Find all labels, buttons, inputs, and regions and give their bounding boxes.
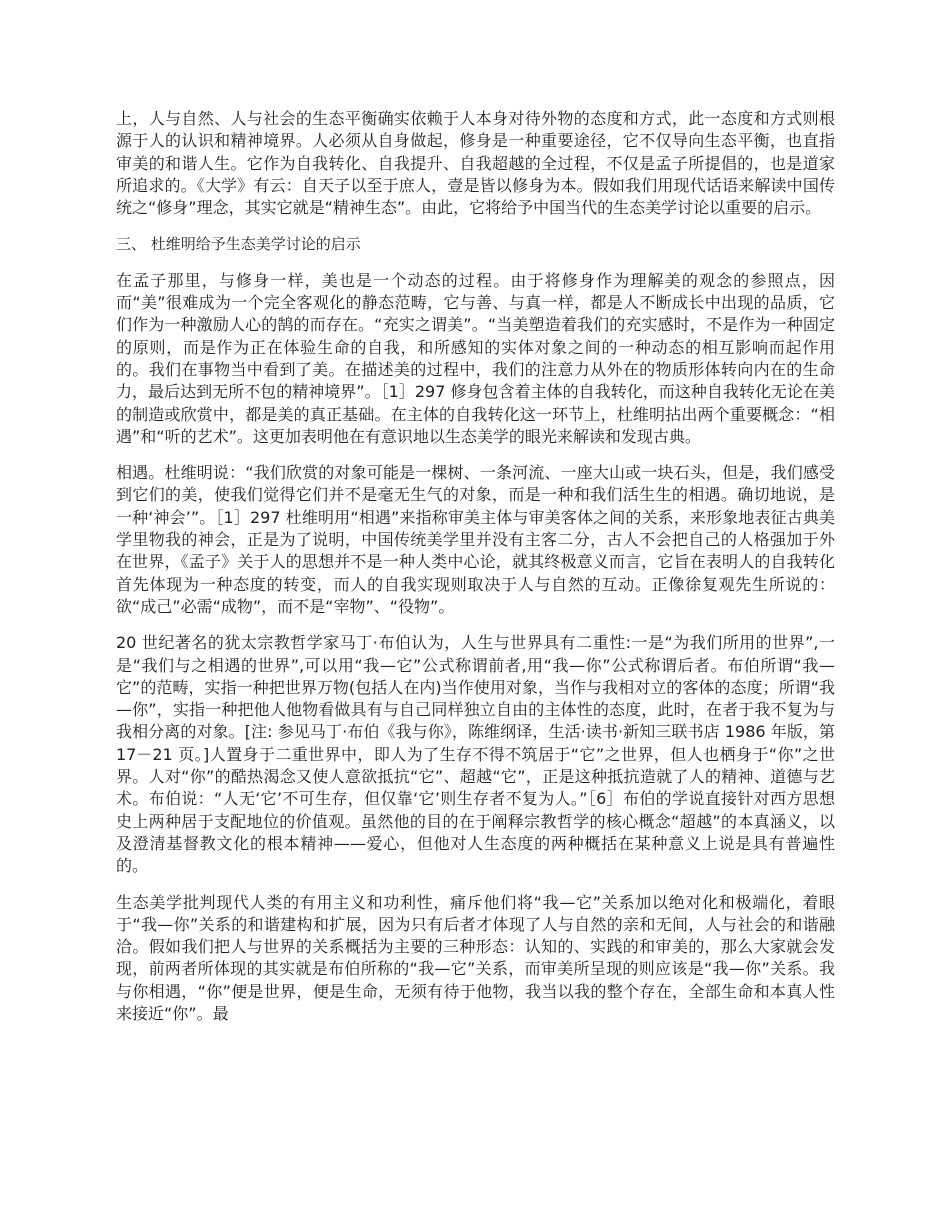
section-heading: 三、 杜维明给予生态美学讨论的启示 [116,235,361,254]
document-page [116,108,835,1039]
paragraph-1: 上，人与自然、人与社会的生态平衡确实依赖于人本身对待外物的态度和方式，此一态度和方式则根源于人的认识和精神境界。人必须从自身做起，修身是一种重要途径，它不仅导向生态平衡，也直指审美的和谐人生。它作为自我转化、自我提升、自我超越的全过程，不仅是孟子所提倡的，也是道家所追求的。《大学》有云：自天子以至于庶人，壹是皆以修身为本。假如我们用现代话语来解读中国传统之“修身”理念，其实它就是“精神生态”。由此，它将给予中国当代的生态美学讨论以重要的启示。 [116,109,835,218]
paragraph-4: 20 世纪著名的犹太宗教哲学家马丁·布伯认为，人生与世界具有二重性:一是“为我们所用的世界”,一是“我们与之相遇的世界”,可以用“我—它”公式称谓前者,用“我—你”公式称谓后者。布伯所谓“我—它”的范畴，实指一种把世界万物(包括人在内)当作使用对象，当作与我相对立的客体的态度；所谓“我—你”，实指一种把他人他物看做具有与自己同样独立自由的主体性的态度，此时，在者于我不复为与我相分离的对象。[注: 参见马丁·布伯《我与你》，陈维纲译，生活·读书·新知三联书店 1986 年版，第 17－21 页。]人置身于二重世界中，即人为了生存不得不筑居于“它”之世界，但人也栖身于“你”之世界。人对“你”的酷热渴念又使人意欲抵抗“它”、超越“它”，正是这种抵抗造就了人的精神、道德与艺术。布伯说：“人无‘它’不可生存，但仅靠‘它’则生存者不复为人。”［6］布伯的学说直接针对西方思想史上两种居于支配地位的价值观。虽然他的目的在于阐释宗教哲学的核心概念“超越”的本真涵义，以及澄清基督教文化的根本精神——爱心，但他对人生态度的两种概括在某种意义上说是具有普遍性的。 [116,633,835,876]
paragraph-3: 相遇。杜维明说：“我们欣赏的对象可能是一棵树、一条河流、一座大山或一块石头，但是，我们感受到它们的美，使我们觉得它们并不是毫无生气的对象，而是一种和我们活生生的相遇。确切地说，是一种‘神会’”。［1］297 杜维明用“相遇”来指称审美主体与审美客体之间的关系，来形象地表征古典美学里物我的神会，正是为了说明，中国传统美学里并没有主客二分，古人不会把自己的人格强加于外在世界，《孟子》关于人的思想并不是一种人类中心论，就其终极意义而言，它旨在表明人的自我转化首先体现为一种态度的转变，而人的自我实现则取决于人与自然的互动。正像徐复观先生所说的：欲“成己”必需“成物”，而不是“宰物”、“役物”。 [116,463,835,616]
paragraph-5: 生态美学批判现代人类的有用主义和功利性，痛斥他们将“我—它”关系加以绝对化和极端化，着眼于“我—你”关系的和谐建构和扩展，因为只有后者才体现了人与自然的亲和无间，人与社会的和谐融洽。假如我们把人与世界的关系概括为主要的三种形态：认知的、实践的和审美的，那么大家就会发现，前两者所体现的其实就是布伯所称的“我—它”关系，而审美所呈现的则应该是“我—你”关系。我与你相遇，“你”便是世界，便是生命，无须有待于他物，我当以我的整个存在，全部生命和本真人性来接近“你”。最 [116,892,835,1023]
paragraph-2: 在孟子那里，与修身一样，美也是一个动态的过程。由于将修身作为理解美的观念的参照点，因而“美”很难成为一个完全客观化的静态范畴，它与善、与真一样，都是人不断成长中出现的品质，它们作为一种激励人心的鹄的而存在。“充实之谓美”。“当美塑造着我们的充实感时，不是作为一种固定的原则，而是作为正在体验生命的自我，和所感知的实体对象之间的一种动态的相互影响而起作用的。我们在事物当中看到了美。在描述美的过程中，我们的注意力从外在的物质形体转向内在的生命力，最后达到无所不包的精神境界”。［1］297 修身包含着主体的自我转化，而这种自我转化无论在美的制造或欣赏中，都是美的真正基础。在主体的自我转化这一环节上，杜维明拈出两个重要概念：“相遇”和“听的艺术”。这更加表明他在有意识地以生态美学的眼光来解读和发现古典。 [116,270,835,446]
